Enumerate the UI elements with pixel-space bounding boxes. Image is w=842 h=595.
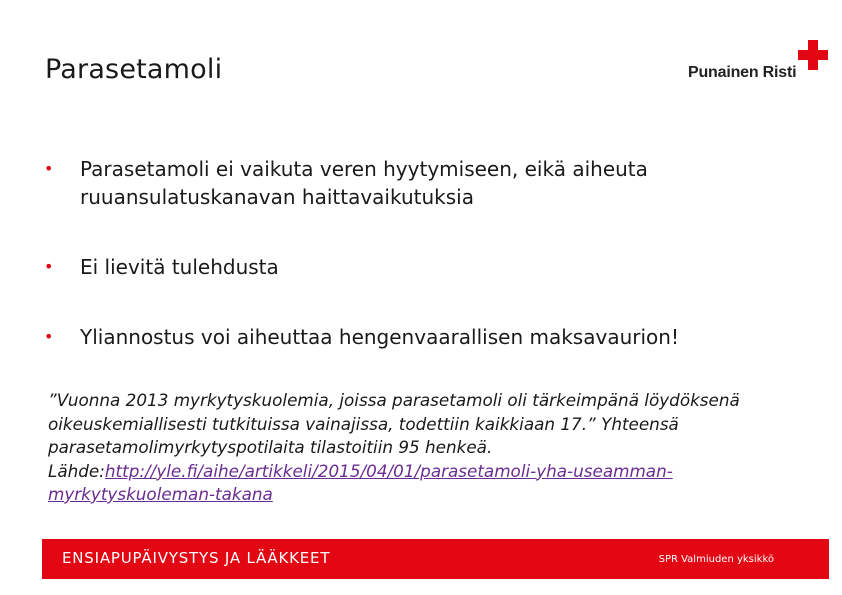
bullet-item-1 [44, 155, 800, 211]
slide-title: Parasetamoli [45, 54, 223, 85]
red-cross-icon [798, 40, 828, 70]
bullet-dot-icon: • [44, 327, 54, 346]
footer-title: ENSIAPUPÄIVYSTYS JA LÄÄKKEET [62, 549, 331, 567]
bullet-text: Parasetamoli ei vaikuta veren hyytymiseen, eikä aiheuta ruuansulatuskanavan haittavaikutuksia [80, 157, 648, 209]
bullet-item-2 [44, 253, 800, 281]
source-link[interactable]: http://yle.fi/aihe/artikkeli/2015/04/01/parasetamoli-yha-useamman-myrkytyskuoleman-takana [48, 460, 673, 504]
punainen-risti-logo [688, 40, 830, 88]
bullet-text: Yliannostus voi aiheuttaa hengenvaarallisen maksavaurion! [80, 325, 679, 349]
bullet-item-3 [44, 323, 800, 351]
footer-bar [42, 539, 829, 579]
bullet-dot-icon: • [44, 257, 54, 276]
quote-text: ”Vuonna 2013 myrkytyskuolemia, joissa parasetamoli oli tärkeimpänä löydöksenä oikeuskemiallisesti tutkituissa vainajissa, todettiin kaikkiaan 17.” Yhteensä parasetamolimyrkytyspotilaita tilastoitiin 95 henkeä. [48, 390, 740, 457]
bullet-text: Ei lievitä tulehdusta [80, 255, 279, 279]
logo-text: Punainen Risti [688, 64, 797, 81]
quote-block [48, 389, 788, 507]
bullet-dot-icon: • [44, 159, 54, 178]
source-label: Lähde: [48, 460, 105, 481]
footer-unit: SPR Valmiuden yksikkö [658, 554, 774, 565]
